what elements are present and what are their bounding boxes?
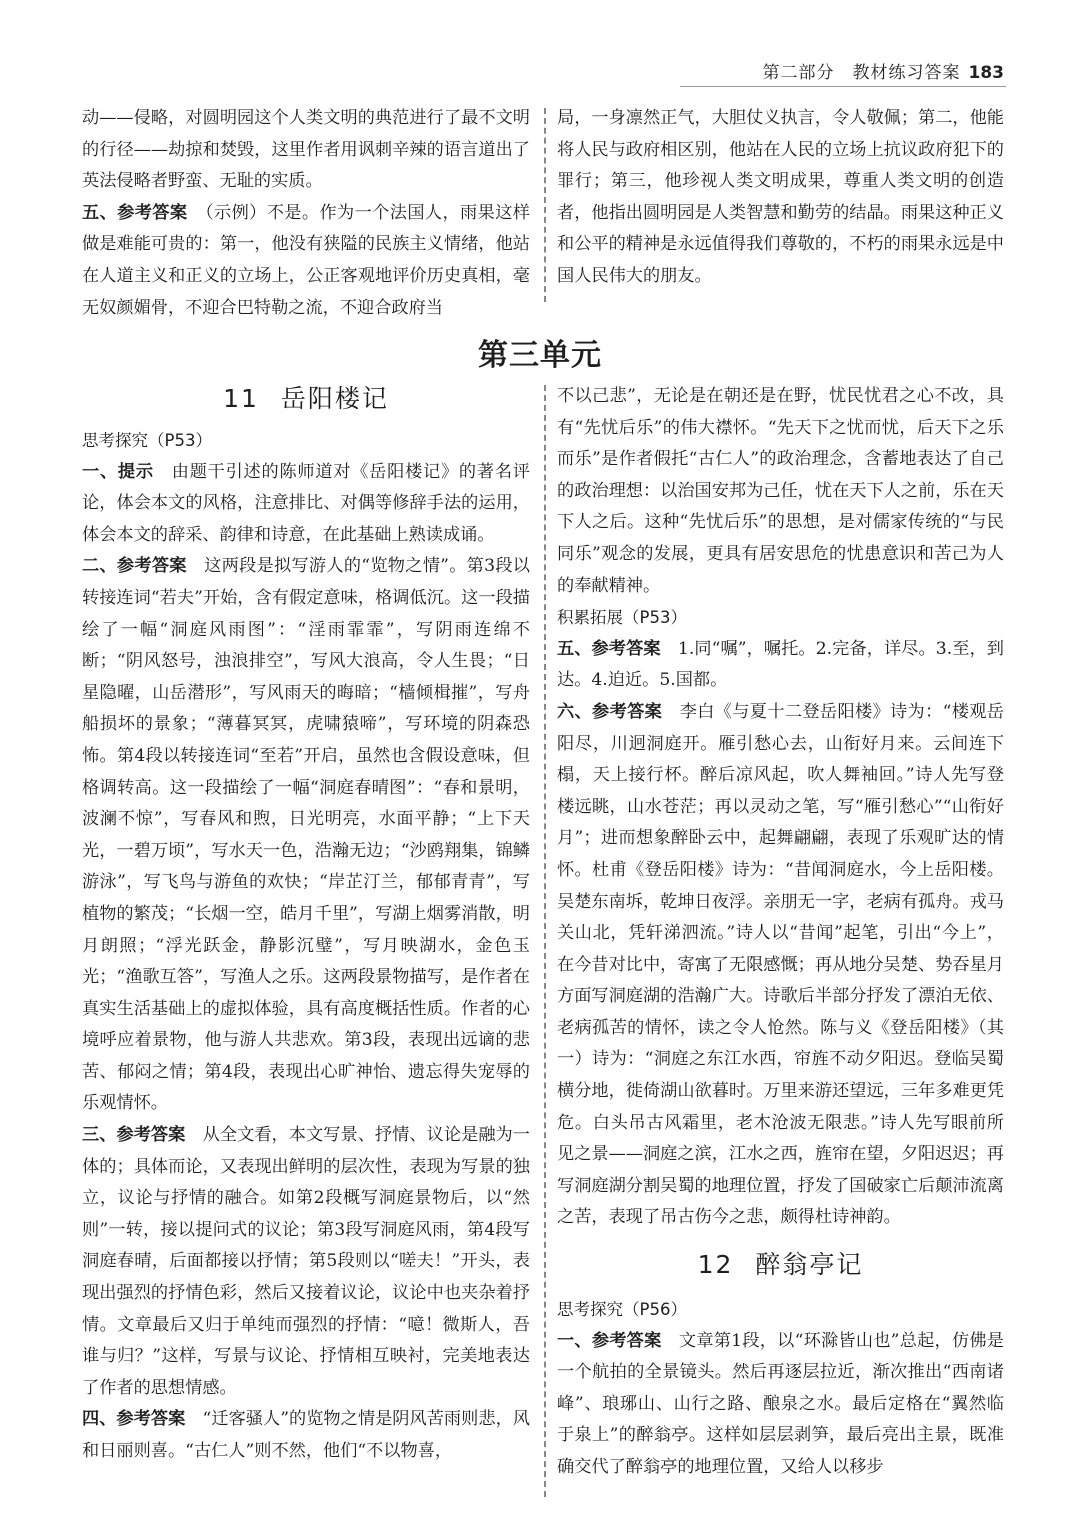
question-4-left [82, 1404, 530, 1467]
header-rule [680, 86, 1006, 87]
lesson-number: 12 [697, 1250, 734, 1280]
answer-text: 这两段是拟写游人的“览物之情”。第3段以转接连词“若夫”开始，含有假定意味，格调低沉。这一段描绘了一幅“洞庭风雨图”：“淫雨霏霏”，写阴雨连绵不断；“阴风怒号，浊浪排空”，写风大浪高，令人生畏；“日星隐曜，山岳潜形”，写风雨天的晦暗；“樯倾楫摧”，写舟船损坏的景象；“薄暮冥冥，虎啸猿啼”，写环境的阴森恐怖。第4段以转接连词“至若”开启，虽然也含假设意味，但格调转高。这一段描绘了一幅“洞庭春晴图”：“春和景明，波澜不惊”，写春风和煦，日光明亮，水面平静；“上下天光，一碧万顷”，写水天一色，浩瀚无边；“沙鸥翔集，锦鳞游泳”，写飞鸟与游鱼的欢快；“岸芷汀兰，郁郁青青”，写植物的繁茂；“长烟一空，皓月千里”，写湖上烟雾消散，明月朗照；“浮光跃金，静影沉璧”，写月映湖水，金色玉光；“渔歌互答”，写渔人之乐。这两段景物描写，是作者在真实生活基础上的虚拟体验，具有高度概括性质。作者的心境呼应着景物，他与游人共悲欢。第3段，表现出远谪的悲苦、郁闷之情；第4段，表现出心旷神怡、遗忘得失宠辱的乐观情怀。 [82, 556, 530, 1114]
column-divider [544, 385, 546, 1497]
answer-text: 由题干引述的陈师道对《岳阳楼记》的著名评论，体会本文的风格，注意排比、对偶等修辞手法的运用，体会本文的辞采、韵律和诗意，在此基础上熟读成诵。 [82, 461, 530, 545]
answer-text: 从全文看，本文写景、抒情、议论是融为一体的；具体而论，又表现出鲜明的层次性，表现为写景的独立，议论与抒情的融合。如第2段概写洞庭景物后，以“然则”一转，接以提问式的议论；第3段写洞庭风雨，第4段写洞庭春晴，后面都接以抒情；第5段则以“嗟夫！”开头，表现出强烈的抒情色彩，然后又接着议论，议论中也夹杂着抒情。文章最后又归于单纯而强烈的抒情：“噫！微斯人，吾谁与归？”这样，写景与议论、抒情相互映衬，完美地表达了作者的思想情感。 [82, 1125, 530, 1398]
lesson-12-title [557, 1240, 1004, 1290]
top-right-column [557, 103, 1004, 293]
subsection-heading: 积累拓展（P53） [557, 608, 687, 628]
question-6 [557, 697, 1004, 1234]
answer-text: “迁客骚人”的览物之情是阴风苦雨则悲，风和日丽则喜。“古仁人”则不然，他们“不以物喜， [82, 1409, 530, 1461]
question-2 [82, 551, 530, 1120]
subsection-heading: 思考探究（P56） [557, 1300, 687, 1320]
answer-label: 六、参考答案 [557, 701, 663, 722]
page-number: 183 [968, 63, 1004, 83]
question-5-right: 局，一身凛然正气，大胆仗义执言，令人敬佩；第二，他能将人民与政府相区别，他站在人民的立场上抗议政府犯下的罪行；第三，他珍视人类文明成果，尊重人类文明的创造者，他指出圆明园是人类智慧和勤劳的结晶。雨果这种正义和公平的精神是永远值得我们尊敬的，不朽的雨果永远是中国人民伟大的朋友。 [557, 108, 1004, 286]
answer-label: 一、提示 [82, 461, 154, 482]
answer-text: 李白《与夏十二登岳阳楼》诗为：“楼观岳阳尽，川迥洞庭开。雁引愁心去，山衔好月来。云间连下榻，天上接行杯。醉后凉风起，吹人舞袖回。”诗人先写登楼远眺，山水苍茫；再以灵动之笔，写“雁引愁心”“山衔好月”；进而想象醉卧云中，起舞翩翩，表现了乐观旷达的情怀。杜甫《登岳阳楼》诗为：“昔闻洞庭水，今上岳阳楼。吴楚东南坼，乾坤日夜浮。亲朋无一字，老病有孤舟。戎马关山北，凭轩涕泗流。”诗人以“昔闻”起笔，引出“今上”，在今昔对比中，寄寓了无限感慨；再从地分吴楚、势吞星月方面写洞庭湖的浩瀚广大。诗歌后半部分抒发了漂泊无依、老病孤苦的情怀，读之令人怆然。陈与义《登岳阳楼》（其一）诗为：“洞庭之东江水西，帘旌不动夕阳迟。登临吴蜀横分地，徙倚湖山欲暮时。万里来游还望远，三年多难更凭危。白头吊古风霜里，老木沧波无限悲。”诗人先写眼前所见之景——洞庭之滨，江水之西，旌帘在望，夕阳迟迟；再写洞庭湖分割吴蜀的地理位置，抒发了国破家亡后颠沛流离之苦，表现了吊古伤今之悲，颇得杜诗神韵。 [557, 701, 1004, 1228]
question-5 [557, 634, 1004, 697]
question-3 [82, 1120, 530, 1404]
running-header [763, 58, 1005, 83]
header-section: 第二部分 教材练习答案 [762, 63, 961, 83]
lesson-number: 11 [223, 384, 259, 413]
top-left-column [82, 103, 530, 324]
subsection-heading: 思考探究（P53） [82, 431, 212, 450]
answer-label: 一、参考答案 [557, 1330, 662, 1351]
question-1 [82, 457, 530, 552]
question-5-left [82, 198, 530, 324]
question-1 [557, 1326, 1004, 1484]
column-divider [544, 108, 546, 302]
bottom-left-column [82, 425, 530, 1468]
lesson-name: 醉翁亭记 [755, 1250, 864, 1280]
paragraph: 动——侵略，对圆明园这个人类文明的典范进行了最不文明的行径——劫掠和焚毁，这里作者用讽刺辛辣的语言道出了英法侵略者野蛮、无耻的实质。 [82, 108, 530, 192]
answer-label: 二、参考答案 [82, 556, 187, 577]
lesson-11-title [82, 374, 530, 424]
lesson-name: 岳阳楼记 [280, 384, 389, 413]
answer-text: 1.同“嘱”，嘱托。2.完备，详尽。3.至，到达。4.迫近。5.国都。 [557, 638, 1004, 691]
unit-title: 第三单元 [478, 338, 602, 373]
answer-label: 五、参考答案 [557, 638, 661, 659]
answer-text: 文章第1段，以“环滁皆山也”总起，仿佛是一个航拍的全景镜头。然后再逐层拉近，渐次推出“西南诸峰”、琅琊山、山行之路、酿泉之水。最后定格在“翼然临于泉上”的醉翁亭。这样如层层剥笋，最后亮出主景，既准确交代了醉翁亭的地理位置，又给人以移步 [557, 1330, 1004, 1477]
question-4-right: 不以己悲”，无论是在朝还是在野，忧民忧君之心不改，具有“先忧后乐”的伟大襟怀。“先天下之忧而忧，后天下之乐而乐”是作者假托“古仁人”的政治理念，含蓄地表达了自己的政治理想：以治国安邦为己任，忧在天下人之前，乐在天下人之后。这种“先忧后乐”的思想，是对儒家传统的“与民同乐”观念的发展，更具有居安思危的忧患意识和苦己为人的奉献精神。 [557, 386, 1004, 596]
answer-label: 三、参考答案 [82, 1125, 186, 1146]
answer-label: 四、参考答案 [82, 1409, 186, 1430]
answer-text: （示例）不是。作为一个法国人，雨果这样做是难能可贵的：第一，他没有狭隘的民族主义情绪，他站在人道主义和正义的立场上，公正客观地评价历史真相，毫无奴颜媚骨，不迎合巴特勒之流，不迎合政府当 [82, 202, 530, 318]
answer-label: 五、参考答案 [82, 202, 188, 223]
bottom-right-column [557, 381, 1004, 1484]
